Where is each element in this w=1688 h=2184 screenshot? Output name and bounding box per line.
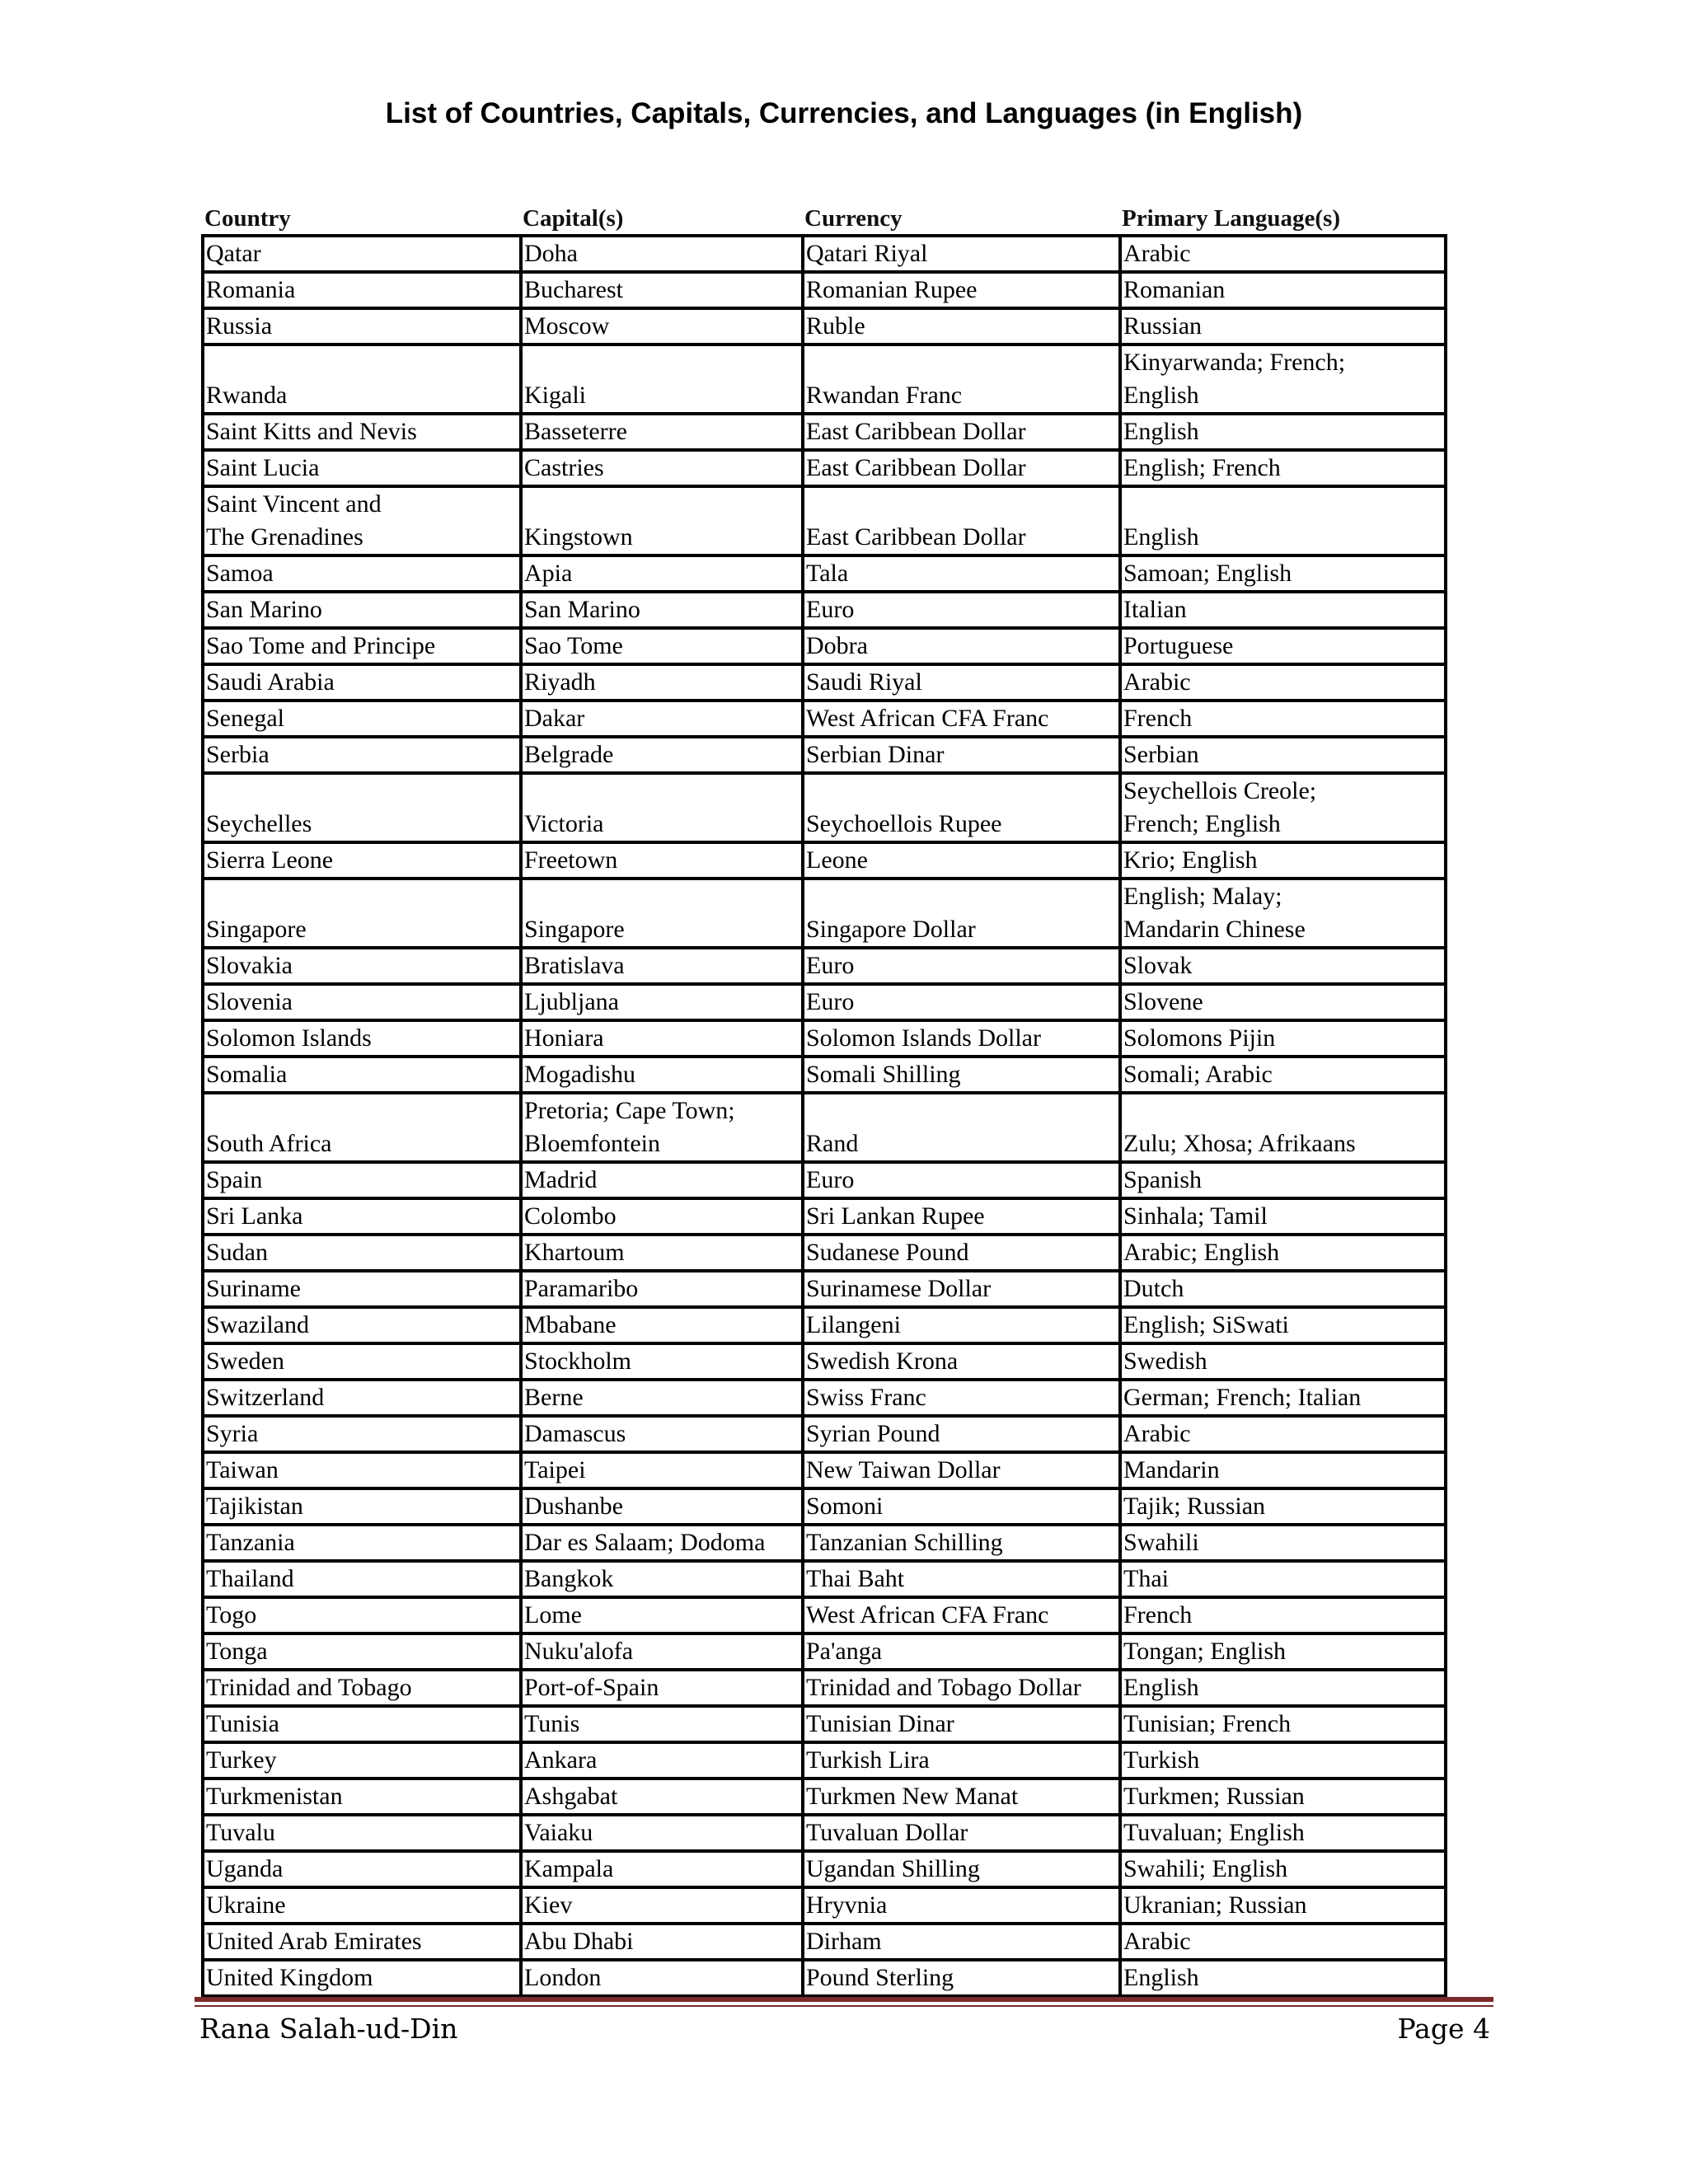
currency-cell: Thai Baht: [803, 1561, 1120, 1597]
header-country: Country: [204, 205, 291, 232]
country-cell: Sierra Leone: [203, 842, 521, 879]
table-row: [203, 1561, 1446, 1597]
header-capital: Capital(s): [523, 205, 624, 232]
country-cell: Romania: [203, 272, 521, 308]
country-cell: Russia: [203, 308, 521, 344]
page-title: List of Countries, Capitals, Currencies, and Languages (in English): [385, 97, 1303, 129]
country-cell: Turkmenistan: [203, 1779, 521, 1815]
capital-cell: Nuku'alofa: [521, 1633, 803, 1670]
capital-cell: London: [521, 1960, 803, 1996]
country-cell: Uganda: [203, 1851, 521, 1887]
currency-cell: East Caribbean Dollar: [803, 486, 1120, 555]
currency-cell: Somali Shilling: [803, 1057, 1120, 1093]
table-row: [203, 1924, 1446, 1960]
currency-cell: Turkish Lira: [803, 1742, 1120, 1779]
language-cell: Krio; English: [1120, 842, 1446, 879]
currency-cell: Leone: [803, 842, 1120, 879]
country-cell: Trinidad and Tobago: [203, 1670, 521, 1706]
capital-cell: Taipei: [521, 1452, 803, 1488]
table-body: [203, 236, 1446, 1996]
table-row: [203, 1597, 1446, 1633]
table-row: [203, 628, 1446, 664]
table-row: [203, 1380, 1446, 1416]
currency-cell: Ugandan Shilling: [803, 1851, 1120, 1887]
table-row: [203, 984, 1446, 1020]
currency-cell: Turkmen New Manat: [803, 1779, 1120, 1815]
table-row: [203, 1887, 1446, 1924]
language-cell: Swahili: [1120, 1525, 1446, 1561]
currency-cell: Pound Sterling: [803, 1960, 1120, 1996]
language-cell: Turkmen; Russian: [1120, 1779, 1446, 1815]
capital-cell: Paramaribo: [521, 1271, 803, 1307]
language-cell: Romanian: [1120, 272, 1446, 308]
table-row: [203, 450, 1446, 486]
language-cell: English; SiSwati: [1120, 1307, 1446, 1343]
country-cell: Tajikistan: [203, 1488, 521, 1525]
table-row: [203, 592, 1446, 628]
capital-cell: Doha: [521, 236, 803, 272]
table-row: [203, 1057, 1446, 1093]
capital-cell: Lome: [521, 1597, 803, 1633]
country-cell: Syria: [203, 1416, 521, 1452]
language-cell: French: [1120, 701, 1446, 737]
language-cell: Spanish: [1120, 1162, 1446, 1198]
language-cell: English; Malay; Mandarin Chinese: [1120, 879, 1446, 948]
table-header: [201, 196, 1444, 234]
language-cell: Swahili; English: [1120, 1851, 1446, 1887]
capital-cell: Madrid: [521, 1162, 803, 1198]
currency-cell: Euro: [803, 984, 1120, 1020]
language-cell: Tongan; English: [1120, 1633, 1446, 1670]
header-currency: Currency: [804, 205, 903, 232]
capital-cell: Moscow: [521, 308, 803, 344]
country-cell: United Arab Emirates: [203, 1924, 521, 1960]
country-cell: Qatar: [203, 236, 521, 272]
language-cell: Sinhala; Tamil: [1120, 1198, 1446, 1235]
currency-cell: Syrian Pound: [803, 1416, 1120, 1452]
table-row: [203, 1162, 1446, 1198]
country-cell: Turkey: [203, 1742, 521, 1779]
footer-rule-thin: [195, 2005, 1493, 2007]
country-cell: Senegal: [203, 701, 521, 737]
capital-cell: Basseterre: [521, 414, 803, 450]
language-cell: Seychellois Creole; French; English: [1120, 773, 1446, 842]
language-cell: German; French; Italian: [1120, 1380, 1446, 1416]
language-cell: Solomons Pijin: [1120, 1020, 1446, 1057]
currency-cell: Trinidad and Tobago Dollar: [803, 1670, 1120, 1706]
capital-cell: Kampala: [521, 1851, 803, 1887]
country-cell: Saint Kitts and Nevis: [203, 414, 521, 450]
capital-cell: Riyadh: [521, 664, 803, 701]
capital-cell: Kingstown: [521, 486, 803, 555]
capital-cell: Sao Tome: [521, 628, 803, 664]
country-cell: Seychelles: [203, 773, 521, 842]
table-row: [203, 1198, 1446, 1235]
language-cell: Tunisian; French: [1120, 1706, 1446, 1742]
table-row: [203, 1960, 1446, 1996]
language-cell: Somali; Arabic: [1120, 1057, 1446, 1093]
language-cell: Arabic: [1120, 236, 1446, 272]
language-cell: Arabic: [1120, 1924, 1446, 1960]
table-row: [203, 308, 1446, 344]
table-row: [203, 1343, 1446, 1380]
country-cell: Tuvalu: [203, 1815, 521, 1851]
country-cell: Serbia: [203, 737, 521, 773]
country-cell: Togo: [203, 1597, 521, 1633]
table-row: [203, 1742, 1446, 1779]
capital-cell: Vaiaku: [521, 1815, 803, 1851]
currency-cell: Tunisian Dinar: [803, 1706, 1120, 1742]
currency-cell: Dobra: [803, 628, 1120, 664]
capital-cell: Apia: [521, 555, 803, 592]
capital-cell: Bangkok: [521, 1561, 803, 1597]
currency-cell: West African CFA Franc: [803, 701, 1120, 737]
countries-table: [201, 196, 1444, 1998]
footer-author: Rana Salah-ud-Din: [199, 2013, 458, 2045]
capital-cell: Ashgabat: [521, 1779, 803, 1815]
currency-cell: Singapore Dollar: [803, 879, 1120, 948]
table-row: [203, 773, 1446, 842]
language-cell: Dutch: [1120, 1271, 1446, 1307]
currency-cell: Seychoellois Rupee: [803, 773, 1120, 842]
currency-cell: Somoni: [803, 1488, 1120, 1525]
language-cell: Swedish: [1120, 1343, 1446, 1380]
footer-rule: [195, 1997, 1493, 2002]
language-cell: Turkish: [1120, 1742, 1446, 1779]
language-cell: Arabic: [1120, 664, 1446, 701]
currency-cell: Serbian Dinar: [803, 737, 1120, 773]
language-cell: Italian: [1120, 592, 1446, 628]
currency-cell: Hryvnia: [803, 1887, 1120, 1924]
country-cell: Saint Lucia: [203, 450, 521, 486]
language-cell: Arabic: [1120, 1416, 1446, 1452]
currency-cell: Euro: [803, 1162, 1120, 1198]
currency-cell: Surinamese Dollar: [803, 1271, 1120, 1307]
currency-cell: Tala: [803, 555, 1120, 592]
country-cell: Tonga: [203, 1633, 521, 1670]
footer-page-number: Page 4: [1397, 2013, 1490, 2045]
capital-cell: Ljubljana: [521, 984, 803, 1020]
table-row: [203, 555, 1446, 592]
country-cell: Sao Tome and Principe: [203, 628, 521, 664]
country-cell: Saudi Arabia: [203, 664, 521, 701]
language-cell: English: [1120, 414, 1446, 450]
table-row: [203, 1020, 1446, 1057]
language-cell: Kinyarwanda; French; English: [1120, 344, 1446, 414]
currency-cell: Rand: [803, 1093, 1120, 1162]
table-row: [203, 664, 1446, 701]
language-cell: Slovene: [1120, 984, 1446, 1020]
country-cell: Suriname: [203, 1271, 521, 1307]
capital-cell: Belgrade: [521, 737, 803, 773]
country-cell: Switzerland: [203, 1380, 521, 1416]
capital-cell: Stockholm: [521, 1343, 803, 1380]
table-row: [203, 842, 1446, 879]
capital-cell: Damascus: [521, 1416, 803, 1452]
country-cell: San Marino: [203, 592, 521, 628]
capital-cell: Khartoum: [521, 1235, 803, 1271]
table-row: [203, 1633, 1446, 1670]
country-cell: Samoa: [203, 555, 521, 592]
country-cell: Somalia: [203, 1057, 521, 1093]
language-cell: French: [1120, 1597, 1446, 1633]
currency-cell: East Caribbean Dollar: [803, 450, 1120, 486]
capital-cell: Singapore: [521, 879, 803, 948]
table-row: [203, 236, 1446, 272]
capital-cell: Bucharest: [521, 272, 803, 308]
currency-cell: Pa'anga: [803, 1633, 1120, 1670]
currency-cell: Ruble: [803, 308, 1120, 344]
currency-cell: Saudi Riyal: [803, 664, 1120, 701]
currency-cell: Tuvaluan Dollar: [803, 1815, 1120, 1851]
language-cell: Samoan; English: [1120, 555, 1446, 592]
capital-cell: Mogadishu: [521, 1057, 803, 1093]
capital-cell: Berne: [521, 1380, 803, 1416]
capital-cell: Bratislava: [521, 948, 803, 984]
table-row: [203, 344, 1446, 414]
capital-cell: Castries: [521, 450, 803, 486]
country-cell: Thailand: [203, 1561, 521, 1597]
country-cell: South Africa: [203, 1093, 521, 1162]
language-cell: Slovak: [1120, 948, 1446, 984]
header-language: Primary Language(s): [1122, 205, 1340, 232]
table-row: [203, 1779, 1446, 1815]
currency-cell: Swedish Krona: [803, 1343, 1120, 1380]
capital-cell: Kiev: [521, 1887, 803, 1924]
country-cell: Slovakia: [203, 948, 521, 984]
table-row: [203, 1452, 1446, 1488]
country-cell: Spain: [203, 1162, 521, 1198]
currency-cell: West African CFA Franc: [803, 1597, 1120, 1633]
capital-cell: Freetown: [521, 842, 803, 879]
language-cell: Arabic; English: [1120, 1235, 1446, 1271]
language-cell: Tuvaluan; English: [1120, 1815, 1446, 1851]
country-cell: Singapore: [203, 879, 521, 948]
language-cell: English: [1120, 486, 1446, 555]
capital-cell: Dar es Salaam; Dodoma: [521, 1525, 803, 1561]
currency-cell: New Taiwan Dollar: [803, 1452, 1120, 1488]
table-grid: [201, 234, 1447, 1998]
currency-cell: Sri Lankan Rupee: [803, 1198, 1120, 1235]
language-cell: Zulu; Xhosa; Afrikaans: [1120, 1093, 1446, 1162]
currency-cell: East Caribbean Dollar: [803, 414, 1120, 450]
language-cell: Tajik; Russian: [1120, 1488, 1446, 1525]
capital-cell: Kigali: [521, 344, 803, 414]
capital-cell: Ankara: [521, 1742, 803, 1779]
table-row: [203, 1851, 1446, 1887]
currency-cell: Euro: [803, 592, 1120, 628]
currency-cell: Qatari Riyal: [803, 236, 1120, 272]
currency-cell: Rwandan Franc: [803, 344, 1120, 414]
table-row: [203, 1235, 1446, 1271]
table-row: [203, 1706, 1446, 1742]
table-row: [203, 1488, 1446, 1525]
table-row: [203, 701, 1446, 737]
language-cell: English; French: [1120, 450, 1446, 486]
country-cell: Sri Lanka: [203, 1198, 521, 1235]
table-row: [203, 1093, 1446, 1162]
capital-cell: Dushanbe: [521, 1488, 803, 1525]
capital-cell: Dakar: [521, 701, 803, 737]
currency-cell: Dirham: [803, 1924, 1120, 1960]
currency-cell: Swiss Franc: [803, 1380, 1120, 1416]
capital-cell: Victoria: [521, 773, 803, 842]
currency-cell: Solomon Islands Dollar: [803, 1020, 1120, 1057]
currency-cell: Tanzanian Schilling: [803, 1525, 1120, 1561]
capital-cell: Port-of-Spain: [521, 1670, 803, 1706]
language-cell: Russian: [1120, 308, 1446, 344]
currency-cell: Sudanese Pound: [803, 1235, 1120, 1271]
capital-cell: San Marino: [521, 592, 803, 628]
currency-cell: Euro: [803, 948, 1120, 984]
country-cell: Tunisia: [203, 1706, 521, 1742]
table-row: [203, 737, 1446, 773]
country-cell: United Kingdom: [203, 1960, 521, 1996]
language-cell: English: [1120, 1960, 1446, 1996]
table-row: [203, 1815, 1446, 1851]
country-cell: Sudan: [203, 1235, 521, 1271]
country-cell: Taiwan: [203, 1452, 521, 1488]
table-row: [203, 1307, 1446, 1343]
table-row: [203, 1271, 1446, 1307]
country-cell: Saint Vincent and The Grenadines: [203, 486, 521, 555]
language-cell: Thai: [1120, 1561, 1446, 1597]
language-cell: Ukranian; Russian: [1120, 1887, 1446, 1924]
table-row: [203, 486, 1446, 555]
currency-cell: Lilangeni: [803, 1307, 1120, 1343]
country-cell: Slovenia: [203, 984, 521, 1020]
country-cell: Ukraine: [203, 1887, 521, 1924]
capital-cell: Abu Dhabi: [521, 1924, 803, 1960]
table-row: [203, 1670, 1446, 1706]
language-cell: Portuguese: [1120, 628, 1446, 664]
capital-cell: Honiara: [521, 1020, 803, 1057]
country-cell: Tanzania: [203, 1525, 521, 1561]
capital-cell: Colombo: [521, 1198, 803, 1235]
language-cell: English: [1120, 1670, 1446, 1706]
capital-cell: Mbabane: [521, 1307, 803, 1343]
table-row: [203, 272, 1446, 308]
country-cell: Sweden: [203, 1343, 521, 1380]
language-cell: Mandarin: [1120, 1452, 1446, 1488]
capital-cell: Tunis: [521, 1706, 803, 1742]
country-cell: Rwanda: [203, 344, 521, 414]
table-row: [203, 1416, 1446, 1452]
currency-cell: Romanian Rupee: [803, 272, 1120, 308]
country-cell: Swaziland: [203, 1307, 521, 1343]
table-row: [203, 1525, 1446, 1561]
table-row: [203, 414, 1446, 450]
table-row: [203, 948, 1446, 984]
table-row: [203, 879, 1446, 948]
language-cell: Serbian: [1120, 737, 1446, 773]
capital-cell: Pretoria; Cape Town; Bloemfontein: [521, 1093, 803, 1162]
country-cell: Solomon Islands: [203, 1020, 521, 1057]
